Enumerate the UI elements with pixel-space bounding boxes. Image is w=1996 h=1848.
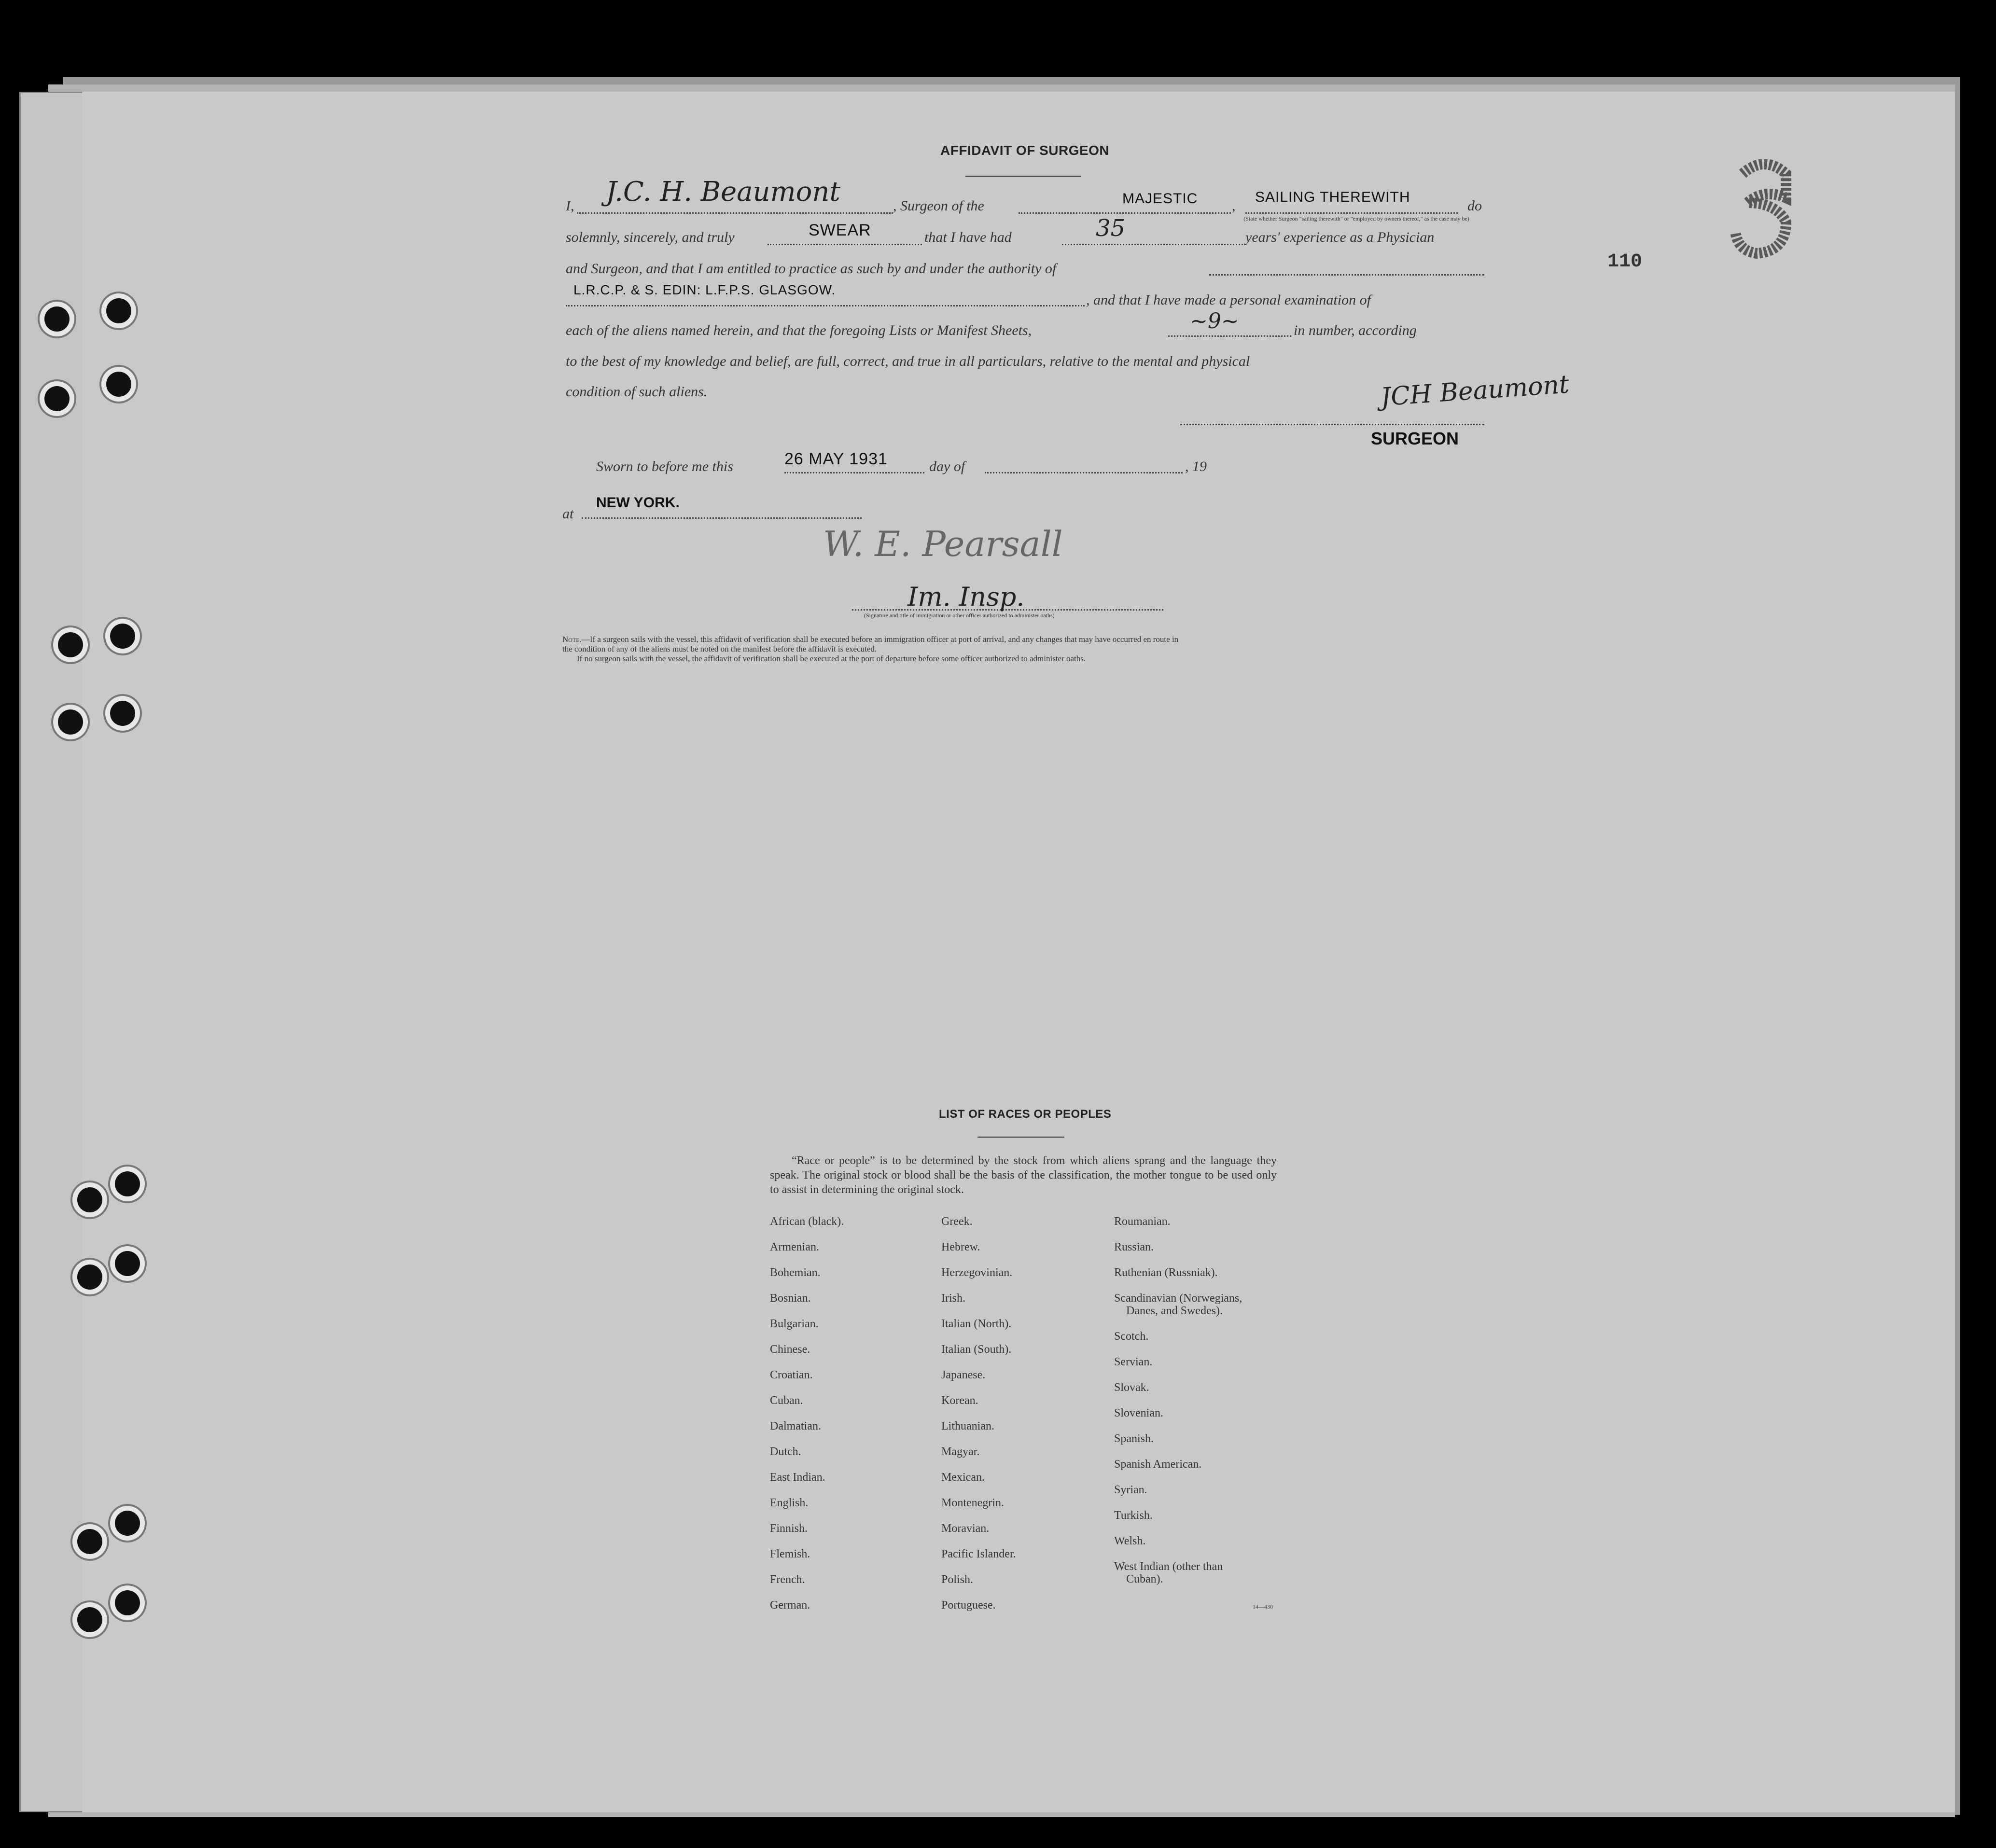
text-to-the-best: to the best of my knowledge and belief, are full, correct, and true in all particulars, relative to the mental and physical [566,353,1250,369]
race-item: Flemish. [770,1548,810,1560]
race-item: Herzegovinian. [941,1266,1013,1279]
title-underline [965,176,1081,177]
sailing-fill-line [1245,212,1458,214]
surgeon-label: SURGEON [1371,429,1459,448]
race-item: Portuguese. [941,1599,996,1612]
page-number: 110 [1607,251,1643,273]
race-item: Irish. [941,1292,965,1305]
race-item [1114,1535,1145,1547]
race-item: Croatian. [770,1369,813,1381]
binder-hole [115,1511,140,1536]
race-item [1114,1484,1147,1496]
text-personal-examination: , and that I have made a personal examination of [1086,292,1371,308]
race-item [1114,1330,1148,1343]
text-years-experience: years' experience as a Physician [1245,229,1435,245]
race-item: Bosnian. [770,1292,811,1305]
race-item-line: Spanish American. [1114,1458,1202,1471]
race-item [1114,1215,1171,1228]
text-solemnly: solemnly, sincerely, and truly [566,229,735,245]
binder-hole [58,709,83,735]
binder-hole [106,372,131,397]
binder-hole [115,1590,140,1615]
race-item: English. [770,1497,809,1509]
races-title-underline [977,1137,1064,1138]
text-and-surgeon: and Surgeon, and that I am entitled to practice as such by and under the authority of [566,261,1057,277]
oath-fill-line [768,244,922,245]
binder-hole [115,1251,140,1276]
vessel-fill-line [1019,212,1231,214]
date-fill-line [784,472,924,473]
race-item-line: Cuban). [1126,1573,1163,1585]
surgeon-signature: JCH Beaumont [1380,370,1570,412]
race-item: Korean. [941,1394,978,1407]
years-handwritten: 35 [1096,215,1126,242]
officer-signature-line [852,609,1163,611]
race-item-line: Syrian. [1114,1484,1147,1496]
text-each-of-the-aliens: each of the aliens named herein, and that the foregoing Lists or Manifest Sheets, [566,322,1032,338]
race-item: Japanese. [941,1369,986,1381]
text-19: , 19 [1185,459,1207,474]
authority-fill-line-b [566,305,1085,306]
race-item: Mexican. [941,1471,985,1484]
place-stamp: NEW YORK. [596,495,680,511]
race-item [1114,1560,1223,1585]
authority-fill-line-a [1209,274,1484,276]
race-item [1114,1458,1201,1471]
race-item: Chinese. [770,1343,810,1356]
race-item [1114,1266,1218,1279]
sworn-date-stamp: 26 MAY 1931 [784,450,888,468]
race-item: African (black). [770,1215,844,1228]
race-item-line: West Indian (other than [1114,1560,1223,1573]
race-item: Bohemian. [770,1266,821,1279]
binder-hole [77,1264,102,1290]
binder-hole [44,386,70,411]
officer-title: Im. Insp. [907,582,1025,612]
race-item [1114,1241,1154,1253]
race-item-line: Welsh. [1114,1535,1146,1547]
race-item: Italian (North). [941,1318,1012,1330]
race-item-line: Slovenian. [1114,1407,1163,1419]
text-that-i-have-had: that I have had [924,229,1012,245]
affidavit-title: AFFIDAVIT OF SURGEON [940,143,1110,158]
oath-stamp: SWEAR [809,221,871,239]
races-title: LIST OF RACES OR PEOPLES [939,1108,1112,1121]
race-item: Montenegrin. [941,1497,1004,1509]
text-in-number: in number, according [1294,322,1417,338]
years-fill-line [1062,244,1243,245]
surgeon-name-handwritten: J.C. H. Beaumont [606,176,840,208]
race-item-line: Turkish. [1114,1509,1153,1522]
binder-hole [77,1187,102,1212]
race-item [1114,1356,1152,1368]
binder-hole [110,624,135,649]
race-item: Armenian. [770,1241,819,1253]
race-item-line: Russian. [1114,1241,1154,1253]
binder-hole [110,701,135,726]
race-item [1114,1381,1149,1394]
race-item-line: Servian. [1114,1356,1153,1368]
month-fill-line [985,472,1183,473]
race-item [1114,1432,1154,1445]
race-item-line: Slovak. [1114,1381,1149,1394]
note-line-1: —If a surgeon sails with the vessel, this affidavit of verification shall be executed before an immigration officer at port of arrival, and any changes that may have occurred en route in [581,635,1179,644]
race-item: Hebrew. [941,1241,980,1253]
binder-hole [106,298,131,323]
race-item-line: Scotch. [1114,1330,1149,1343]
binder-hole [44,306,70,332]
race-item: Greek. [941,1215,973,1228]
race-item [1114,1292,1242,1317]
text-sworn: Sworn to before me this [596,459,733,474]
note-block [562,635,1178,664]
text-condition-of-aliens: condition of such aliens. [566,384,708,400]
race-item-line: Roumanian. [1114,1215,1171,1228]
race-item: Dalmatian. [770,1420,821,1432]
officer-signature: W. E. Pearsall [823,524,1063,564]
race-item-line: Danes, and Swedes). [1126,1305,1223,1317]
race-item: Dutch. [770,1445,801,1458]
ink-stamp-mark [1728,159,1801,261]
race-item: Magyar. [941,1445,980,1458]
race-item: Bulgarian. [770,1318,819,1330]
race-item: French. [770,1573,805,1586]
name-fill-line [577,212,893,214]
race-item: Pacific Islander. [941,1548,1016,1560]
authority-stamp: L.R.C.P. & S. EDIN: L.F.P.S. GLASGOW. [573,282,836,297]
signature-line [1180,424,1484,425]
note-line-2: the condition of any of the aliens must be noted on the manifest before the affidavit is executed. [562,644,877,653]
officer-caption: (Signature and title of immigration or other officer authorized to administer oaths) [864,612,1055,619]
text-i-prefix: I, [566,198,574,214]
race-item: German. [770,1599,810,1612]
race-item [1114,1509,1153,1522]
text-comma: , [1232,198,1236,214]
text-do: do [1467,198,1482,214]
sheets-handwritten: ~9~ [1190,309,1239,333]
text-at: at [562,506,574,522]
race-item: Polish. [941,1573,974,1586]
race-item-line: Ruthenian (Russniak). [1114,1266,1218,1279]
text-surgeon-of-the: , Surgeon of the [893,198,984,214]
race-item: Lithuanian. [941,1420,994,1432]
page-paper [82,92,1955,1812]
note-line-3: If no surgeon sails with the vessel, the affidavit of verification shall be executed at the port of departure before some officer authorized to administer oaths. [577,654,1086,663]
binder-hole [77,1529,102,1554]
form-number: 14—430 [1253,1603,1273,1610]
binder-hole [115,1171,140,1196]
races-intro: “Race or people” is to be determined by the stock from which aliens sprang and the language they speak. The original stock or blood shall be the basis of the classification, the mother tongue to be used only to assist in determining the original stock. [770,1154,1277,1196]
binder-hole [77,1607,102,1632]
sheets-fill-line [1168,335,1291,337]
race-item: Cuban. [770,1394,803,1407]
race-item: Finnish. [770,1522,808,1535]
binder-hole [58,632,83,657]
race-item-line: Spanish. [1114,1432,1154,1445]
race-item: Moravian. [941,1522,990,1535]
vessel-name-stamp: MAJESTIC [1122,191,1198,207]
place-fill-line [582,517,862,519]
note-label: Note. [562,635,582,644]
race-item-line: Scandinavian (Norwegians, [1114,1292,1242,1305]
sailing-note-small: (State whether Surgeon "sailing therewith" or "employed by owners thereof," as the case may be) [1243,215,1469,222]
race-item: East Indian. [770,1471,825,1484]
sailing-therewith-stamp: SAILING THEREWITH [1255,189,1410,205]
race-item [1114,1407,1163,1419]
race-item: Italian (South). [941,1343,1012,1356]
text-day-of: day of [929,459,965,474]
